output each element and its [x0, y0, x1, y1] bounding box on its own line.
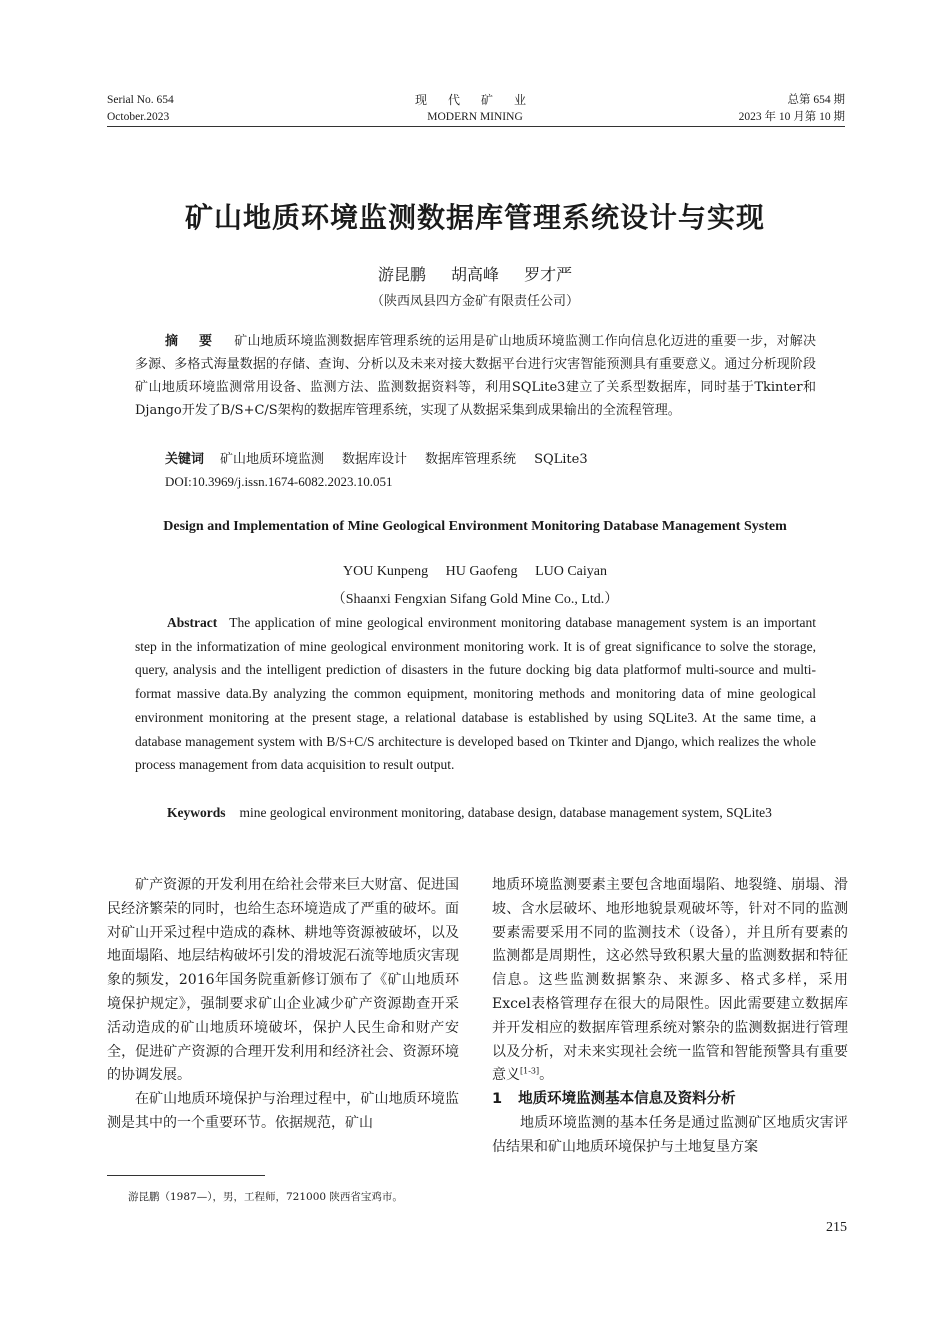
issue-date-en: October.2023 [107, 111, 170, 123]
footnote-divider [107, 1175, 265, 1176]
body-paragraph: 在矿山地质环境保护与治理过程中，矿山地质环境监测是其中的一个重要环节。依据规范，矿山 [107, 1091, 459, 1131]
abstract-label-cn: 摘 要 [165, 334, 221, 349]
keyword: SQLite3 [534, 452, 588, 467]
author-list-cn [60, 262, 890, 285]
abstract-cn [135, 330, 816, 422]
keywords-label-cn: 关键词 [165, 452, 205, 467]
header-divider [107, 126, 845, 127]
section-title: 地质环境监测基本信息及资料分析 [518, 1091, 736, 1108]
serial-number: Serial No. 654 [107, 94, 174, 106]
author-name-en: HU Gaofeng [445, 564, 518, 579]
body-column-right [492, 874, 848, 1160]
affiliation-cn: （陕西凤县四方金矿有限责任公司） [370, 294, 579, 309]
affiliation-en: （Shaanxi Fengxian Sifang Gold Mine Co., Ltd.） [331, 592, 619, 607]
author-name: 罗才严 [524, 265, 573, 284]
running-header-center [375, 92, 575, 126]
author-name-en: YOU Kunpeng [342, 564, 429, 579]
doi: DOI:10.3969/j.issn.1674-6082.2023.10.051 [165, 474, 393, 489]
journal-name-cn: 现 代 矿 业 [414, 93, 535, 107]
keyword: 矿山地质环境监测 [220, 452, 325, 467]
paper-title-en: Design and Implementation of Mine Geological Environment Monitoring Database Management System [163, 519, 787, 534]
author-name: 游昆鹏 [377, 265, 426, 284]
total-issue: 总第 654 期 [787, 94, 845, 106]
keyword: 数据库管理系统 [425, 452, 517, 467]
keywords-label-en: Keywords [167, 805, 226, 820]
journal-name-en: MODERN MINING [427, 111, 523, 123]
keyword: 数据库设计 [342, 452, 408, 467]
issue-date-cn: 2023 年 10 月第 10 期 [738, 111, 845, 123]
body-paragraph: 矿产资源的开发利用在给社会带来巨大财富、促进国民经济繁荣的同时，也给生态环境造成了严重的破坏。面对矿山开采过程中造成的森林、耕地等资源被破坏，以及地面塌陷、地层结构破坏引发的滑坡泥石流等地质灾害现象的频发，2016年国务院重新修订颁布了《矿山地质环境保护规定》，强制要求矿山企业减少矿产资源勘查开采活动造成的矿山地质环境破坏，保护人民生命和财产安全，促进矿产资源的合理开发利用和经济社会、资源环境的协调发展。 [107, 877, 459, 1084]
abstract-en [135, 611, 816, 777]
body-paragraph [492, 874, 848, 1088]
paragraph-text: 地质环境监测要素主要包含地面塌陷、地裂缝、崩塌、滑坡、含水层破坏、地形地貌景观破坏等，针对不同的监测要素需要采用不同的监测技术（设备），并且所有要素的监测都是周期性，这必然导致积累大量的监测数据和特征信息。这些监测数据繁杂、来源多、格式多样，采用Excel表格管理存在很大的局限性。因此需要建立数据库并开发相应的数据库管理系统对繁杂的监测数据进行管理以及分析，对未来实现社会统一监管和智能预警具有重要意义 [492, 877, 848, 1084]
author-name-en: LUO Caiyan [535, 564, 607, 579]
keywords-text-en: mine geological environment monitoring, database design, database management system, SQLite3 [239, 805, 772, 820]
running-header-left [107, 92, 174, 126]
author-footnote: 游昆鹏（1987—），男，工程师，721000 陕西省宝鸡市。 [128, 1191, 403, 1203]
body-paragraph: 地质环境监测的基本任务是通过监测矿区地质灾害评估结果和矿山地质环境保护与土地复垦方案 [492, 1114, 848, 1155]
abstract-text-cn: 矿山地质环境监测数据库管理系统的运用是矿山地质环境监测工作向信息化迈进的重要一步，对解决多源、多格式海量数据的存储、查询、分析以及未来对接大数据平台进行灾害智能预测具有重要意义。通过分析现阶段矿山地质环境监测常用设备、监测方法、监测数据资料等，利用SQLite3建立了关系型数据库，同时基于Tkinter和Django开发了B/S+C/S架构的数据库管理系统，实现了从数据采集到成果输出的全流程管理。 [135, 334, 816, 418]
paragraph-end: 。 [539, 1067, 554, 1084]
section-number: 1 [492, 1091, 503, 1108]
author-name: 胡高峰 [450, 265, 499, 284]
abstract-label-en: Abstract [167, 615, 218, 630]
keywords-cn [135, 448, 816, 471]
page-number: 215 [826, 1220, 847, 1235]
author-list-en [60, 564, 890, 580]
abstract-text-en: The application of mine geological environment monitoring database management system is an important step in the informatization of mine geological environment monitoring work. It is of great significance to solve the storage, query, analysis and the intelligent prediction of disasters in the future docking big data platformof multi-source and multi-format massive data.By analyzing the common equipment, monitoring methods and monitoring data of mine geological environment monitoring at the present stage, a relational database is established by using SQLite3. At the same time, a database management system with B/S+C/S architecture is developed based on Tkinter and Django, which realizes the whole process management from data acquisition to result output. [135, 615, 816, 773]
section-heading [492, 1088, 848, 1112]
paper-title: 矿山地质环境监测数据库管理系统设计与实现 [184, 201, 765, 234]
keywords-en [135, 801, 816, 825]
running-header-right [739, 92, 845, 126]
body-column-left [107, 874, 459, 1136]
citation: [1-3] [520, 1066, 540, 1076]
